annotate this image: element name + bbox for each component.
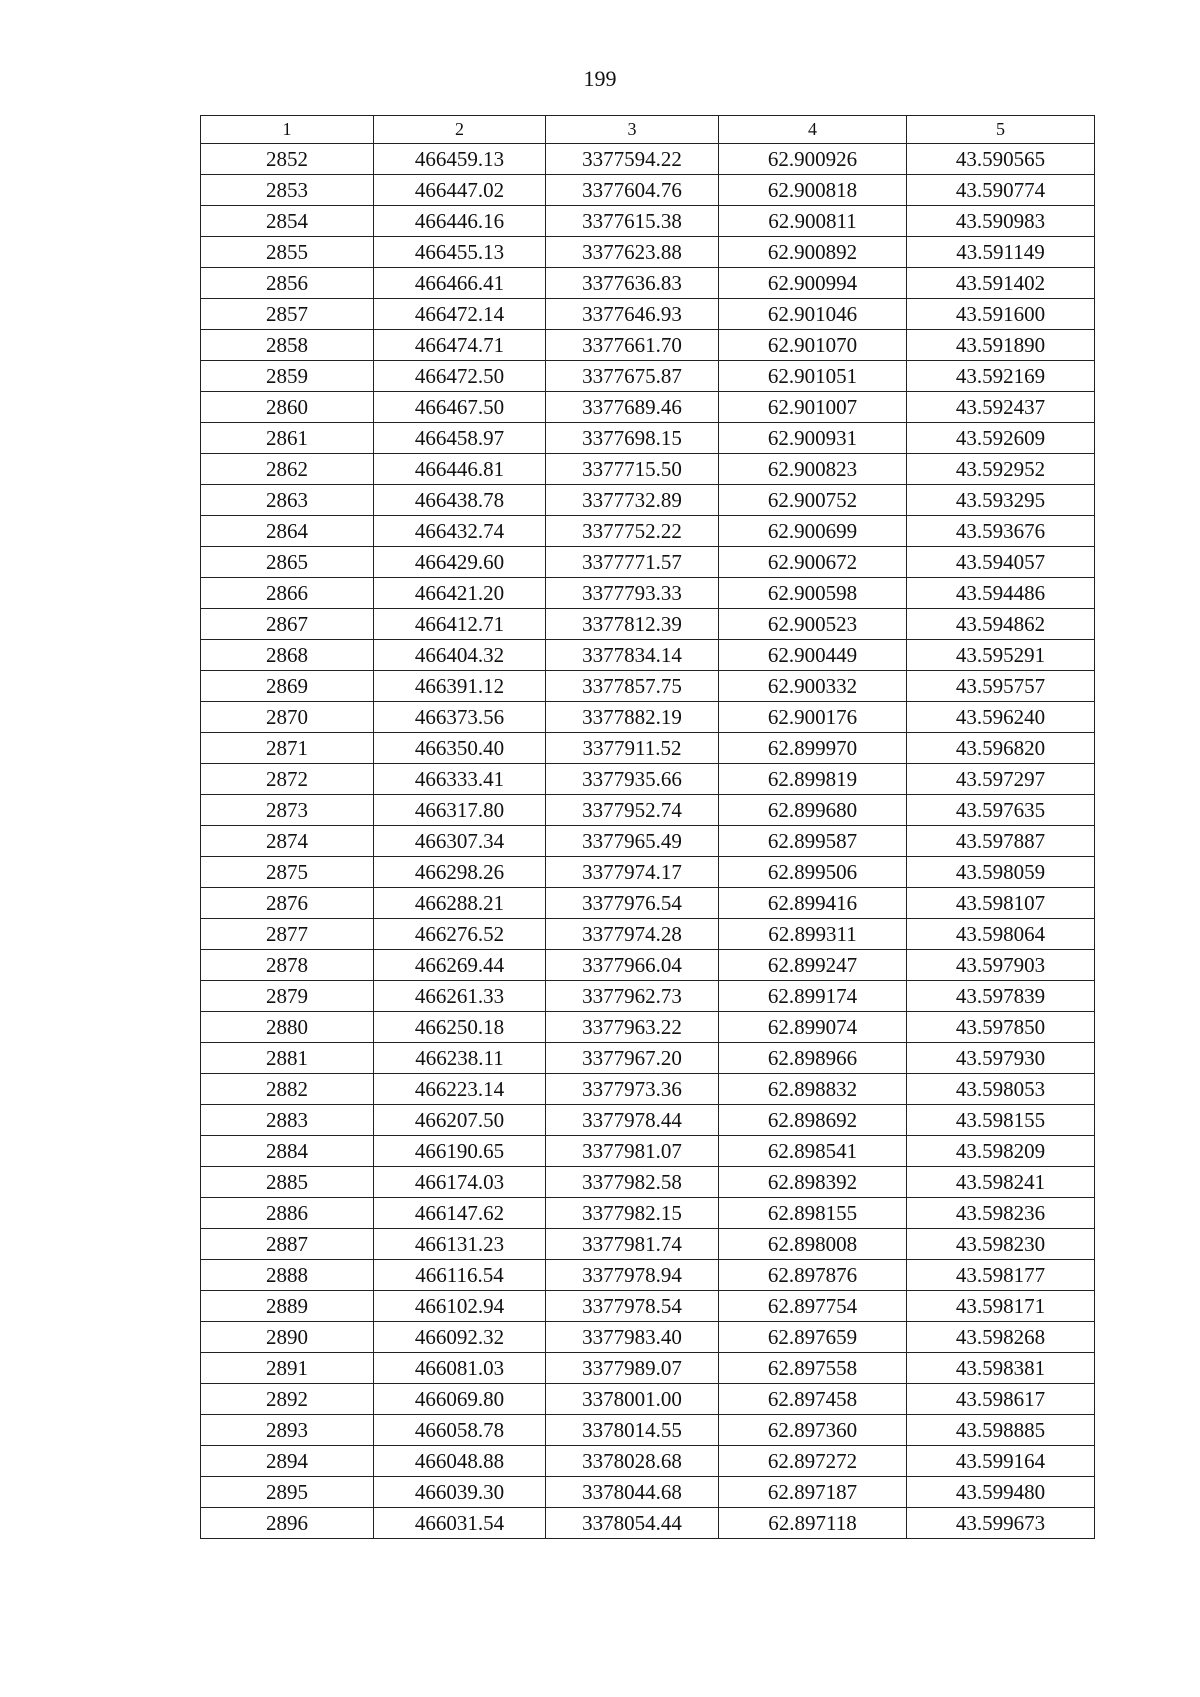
table-cell-col-2: 466412.71 [374, 609, 546, 640]
table-cell-col-1: 2882 [201, 1074, 374, 1105]
table-cell-col-5: 43.598053 [907, 1074, 1095, 1105]
table-row [201, 144, 1095, 175]
table-cell-col-5: 43.590774 [907, 175, 1095, 206]
table-cell-col-1: 2856 [201, 268, 374, 299]
table-cell-col-3: 3377978.94 [546, 1260, 719, 1291]
table-cell-col-3: 3377715.50 [546, 454, 719, 485]
table-cell-col-2: 466421.20 [374, 578, 546, 609]
table-cell-col-3: 3377976.54 [546, 888, 719, 919]
table-cell-col-3: 3378028.68 [546, 1446, 719, 1477]
table-cell-col-2: 466069.80 [374, 1384, 546, 1415]
table-cell-col-5: 43.598885 [907, 1415, 1095, 1446]
table-row [201, 1105, 1095, 1136]
table-cell-col-3: 3377911.52 [546, 733, 719, 764]
table-cell-col-5: 43.598107 [907, 888, 1095, 919]
table-cell-col-5: 43.597887 [907, 826, 1095, 857]
table-cell-col-3: 3377604.76 [546, 175, 719, 206]
table-cell-col-2: 466238.11 [374, 1043, 546, 1074]
table-cell-col-5: 43.599480 [907, 1477, 1095, 1508]
table-cell-col-3: 3377952.74 [546, 795, 719, 826]
table-cell-col-1: 2884 [201, 1136, 374, 1167]
table-cell-col-2: 466081.03 [374, 1353, 546, 1384]
table-cell-col-4: 62.899247 [719, 950, 907, 981]
table-cell-col-2: 466276.52 [374, 919, 546, 950]
table-row [201, 795, 1095, 826]
table-cell-col-1: 2852 [201, 144, 374, 175]
table-cell-col-4: 62.900332 [719, 671, 907, 702]
table-header [201, 116, 1095, 144]
table-cell-col-2: 466250.18 [374, 1012, 546, 1043]
table-row [201, 702, 1095, 733]
table-cell-col-3: 3378044.68 [546, 1477, 719, 1508]
table-cell-col-5: 43.598059 [907, 857, 1095, 888]
table-cell-col-3: 3377615.38 [546, 206, 719, 237]
table-row [201, 1322, 1095, 1353]
table-cell-col-3: 3377675.87 [546, 361, 719, 392]
table-cell-col-4: 62.900892 [719, 237, 907, 268]
table-cell-col-1: 2872 [201, 764, 374, 795]
table-cell-col-1: 2888 [201, 1260, 374, 1291]
table-cell-col-5: 43.599673 [907, 1508, 1095, 1539]
table-cell-col-5: 43.598241 [907, 1167, 1095, 1198]
table-cell-col-1: 2857 [201, 299, 374, 330]
table-cell-col-3: 3377966.04 [546, 950, 719, 981]
table-cell-col-5: 43.597903 [907, 950, 1095, 981]
table-row [201, 175, 1095, 206]
table-cell-col-1: 2866 [201, 578, 374, 609]
table-cell-col-4: 62.900699 [719, 516, 907, 547]
table-cell-col-3: 3377793.33 [546, 578, 719, 609]
table-cell-col-4: 62.897876 [719, 1260, 907, 1291]
table-cell-col-1: 2880 [201, 1012, 374, 1043]
table-cell-col-3: 3377935.66 [546, 764, 719, 795]
page-number: 199 [583, 66, 617, 91]
table-cell-col-1: 2886 [201, 1198, 374, 1229]
table-cell-col-4: 62.901007 [719, 392, 907, 423]
table-cell-col-2: 466466.41 [374, 268, 546, 299]
table-cell-col-2: 466455.13 [374, 237, 546, 268]
table-cell-col-2: 466472.50 [374, 361, 546, 392]
table-cell-col-2: 466269.44 [374, 950, 546, 981]
table-cell-col-2: 466467.50 [374, 392, 546, 423]
table-row [201, 981, 1095, 1012]
table-row [201, 1508, 1095, 1539]
table-row [201, 392, 1095, 423]
table-cell-col-5: 43.595757 [907, 671, 1095, 702]
table-cell-col-4: 62.899680 [719, 795, 907, 826]
table-cell-col-4: 62.900994 [719, 268, 907, 299]
table-cell-col-4: 62.900449 [719, 640, 907, 671]
table-cell-col-5: 43.598381 [907, 1353, 1095, 1384]
table-cell-col-3: 3378054.44 [546, 1508, 719, 1539]
table-row [201, 1415, 1095, 1446]
table-cell-col-3: 3377732.89 [546, 485, 719, 516]
table-cell-col-4: 62.898392 [719, 1167, 907, 1198]
table-cell-col-2: 466438.78 [374, 485, 546, 516]
table-cell-col-3: 3377981.07 [546, 1136, 719, 1167]
table-body [201, 144, 1095, 1539]
table-cell-col-5: 43.598268 [907, 1322, 1095, 1353]
table-cell-col-3: 3377689.46 [546, 392, 719, 423]
table-cell-col-4: 62.901070 [719, 330, 907, 361]
table-row [201, 1477, 1095, 1508]
column-header-1: 1 [201, 116, 374, 144]
table-cell-col-5: 43.594486 [907, 578, 1095, 609]
table-row [201, 1012, 1095, 1043]
table-row [201, 919, 1095, 950]
table-cell-col-2: 466472.14 [374, 299, 546, 330]
table-cell-col-1: 2896 [201, 1508, 374, 1539]
table-cell-col-5: 43.598230 [907, 1229, 1095, 1260]
table-cell-col-3: 3377967.20 [546, 1043, 719, 1074]
table-row [201, 826, 1095, 857]
table-row [201, 950, 1095, 981]
table-cell-col-4: 62.897558 [719, 1353, 907, 1384]
table-cell-col-2: 466058.78 [374, 1415, 546, 1446]
table-cell-col-2: 466333.41 [374, 764, 546, 795]
table-row [201, 1353, 1095, 1384]
table-cell-col-3: 3377989.07 [546, 1353, 719, 1384]
table-cell-col-5: 43.596240 [907, 702, 1095, 733]
table-cell-col-3: 3377982.58 [546, 1167, 719, 1198]
table-cell-col-4: 62.899819 [719, 764, 907, 795]
table-cell-col-1: 2889 [201, 1291, 374, 1322]
table-cell-col-5: 43.592437 [907, 392, 1095, 423]
table-row [201, 733, 1095, 764]
table-cell-col-4: 62.900811 [719, 206, 907, 237]
table-cell-col-3: 3377834.14 [546, 640, 719, 671]
table-row [201, 206, 1095, 237]
table-cell-col-4: 62.897754 [719, 1291, 907, 1322]
table-cell-col-2: 466031.54 [374, 1508, 546, 1539]
table-cell-col-5: 43.598617 [907, 1384, 1095, 1415]
table-cell-col-4: 62.900752 [719, 485, 907, 516]
table-cell-col-1: 2881 [201, 1043, 374, 1074]
table-cell-col-5: 43.593676 [907, 516, 1095, 547]
table-cell-col-3: 3377978.54 [546, 1291, 719, 1322]
table-cell-col-1: 2875 [201, 857, 374, 888]
table-cell-col-2: 466092.32 [374, 1322, 546, 1353]
table-cell-col-1: 2878 [201, 950, 374, 981]
table-cell-col-3: 3377962.73 [546, 981, 719, 1012]
table-cell-col-4: 62.898692 [719, 1105, 907, 1136]
table-cell-col-2: 466116.54 [374, 1260, 546, 1291]
table-cell-col-4: 62.899587 [719, 826, 907, 857]
table-row [201, 1446, 1095, 1477]
table-row [201, 454, 1095, 485]
table-cell-col-2: 466474.71 [374, 330, 546, 361]
table-cell-col-5: 43.590983 [907, 206, 1095, 237]
table-cell-col-2: 466458.97 [374, 423, 546, 454]
table-cell-col-4: 62.900823 [719, 454, 907, 485]
table-cell-col-5: 43.592609 [907, 423, 1095, 454]
table-cell-col-4: 62.898155 [719, 1198, 907, 1229]
table-cell-col-4: 62.901046 [719, 299, 907, 330]
table-cell-col-5: 43.597839 [907, 981, 1095, 1012]
column-header-2: 2 [374, 116, 546, 144]
table-cell-col-4: 62.899416 [719, 888, 907, 919]
table-cell-col-4: 62.897187 [719, 1477, 907, 1508]
table-cell-col-4: 62.899506 [719, 857, 907, 888]
table-cell-col-1: 2891 [201, 1353, 374, 1384]
table-cell-col-1: 2868 [201, 640, 374, 671]
table-cell-col-1: 2869 [201, 671, 374, 702]
column-header-4: 4 [719, 116, 907, 144]
table-cell-col-2: 466039.30 [374, 1477, 546, 1508]
table-cell-col-5: 43.598209 [907, 1136, 1095, 1167]
table-row [201, 1136, 1095, 1167]
table-row [201, 330, 1095, 361]
table-row [201, 268, 1095, 299]
table-cell-col-4: 62.897272 [719, 1446, 907, 1477]
table-cell-col-2: 466373.56 [374, 702, 546, 733]
table-cell-col-5: 43.591600 [907, 299, 1095, 330]
table-cell-col-5: 43.597850 [907, 1012, 1095, 1043]
table-cell-col-1: 2876 [201, 888, 374, 919]
table-cell-col-3: 3378001.00 [546, 1384, 719, 1415]
table-cell-col-4: 62.899174 [719, 981, 907, 1012]
table-cell-col-3: 3377983.40 [546, 1322, 719, 1353]
table-cell-col-3: 3377661.70 [546, 330, 719, 361]
table-cell-col-4: 62.899311 [719, 919, 907, 950]
table-cell-col-1: 2892 [201, 1384, 374, 1415]
table-row [201, 299, 1095, 330]
table-cell-col-2: 466298.26 [374, 857, 546, 888]
table-cell-col-1: 2865 [201, 547, 374, 578]
table-cell-col-3: 3377974.28 [546, 919, 719, 950]
table-cell-col-3: 3377812.39 [546, 609, 719, 640]
table-cell-col-1: 2863 [201, 485, 374, 516]
table-cell-col-2: 466102.94 [374, 1291, 546, 1322]
table-cell-col-5: 43.598177 [907, 1260, 1095, 1291]
table-cell-col-5: 43.590565 [907, 144, 1095, 175]
table-row [201, 888, 1095, 919]
table-cell-col-2: 466147.62 [374, 1198, 546, 1229]
table-cell-col-1: 2854 [201, 206, 374, 237]
table-cell-col-1: 2867 [201, 609, 374, 640]
table-row [201, 671, 1095, 702]
table-cell-col-2: 466223.14 [374, 1074, 546, 1105]
table-cell-col-1: 2874 [201, 826, 374, 857]
table-cell-col-3: 3377646.93 [546, 299, 719, 330]
table-cell-col-4: 62.898966 [719, 1043, 907, 1074]
table-cell-col-5: 43.597297 [907, 764, 1095, 795]
table-row [201, 485, 1095, 516]
table-cell-col-4: 62.900176 [719, 702, 907, 733]
table-cell-col-4: 62.899074 [719, 1012, 907, 1043]
table-cell-col-4: 62.898832 [719, 1074, 907, 1105]
coordinates-table [200, 115, 1095, 1539]
table-cell-col-4: 62.901051 [719, 361, 907, 392]
table-cell-col-2: 466207.50 [374, 1105, 546, 1136]
table-cell-col-2: 466131.23 [374, 1229, 546, 1260]
table-cell-col-3: 3377752.22 [546, 516, 719, 547]
table-cell-col-1: 2859 [201, 361, 374, 392]
table-cell-col-1: 2858 [201, 330, 374, 361]
table-cell-col-1: 2871 [201, 733, 374, 764]
table-cell-col-5: 43.598155 [907, 1105, 1095, 1136]
table-row [201, 1074, 1095, 1105]
table-cell-col-4: 62.899970 [719, 733, 907, 764]
table-cell-col-2: 466404.32 [374, 640, 546, 671]
table-row [201, 1260, 1095, 1291]
table-row [201, 547, 1095, 578]
table-row [201, 237, 1095, 268]
table-cell-col-1: 2895 [201, 1477, 374, 1508]
table-cell-col-3: 3377973.36 [546, 1074, 719, 1105]
table-cell-col-2: 466307.34 [374, 826, 546, 857]
table-cell-col-5: 43.598171 [907, 1291, 1095, 1322]
table-cell-col-1: 2861 [201, 423, 374, 454]
table-cell-col-2: 466190.65 [374, 1136, 546, 1167]
table-cell-col-5: 43.596820 [907, 733, 1095, 764]
table-cell-col-4: 62.900931 [719, 423, 907, 454]
table-cell-col-4: 62.898008 [719, 1229, 907, 1260]
table-cell-col-4: 62.900523 [719, 609, 907, 640]
table-cell-col-3: 3377978.44 [546, 1105, 719, 1136]
table-row [201, 1384, 1095, 1415]
table-cell-col-4: 62.897360 [719, 1415, 907, 1446]
table-cell-col-4: 62.900598 [719, 578, 907, 609]
table-row [201, 423, 1095, 454]
table-cell-col-5: 43.598064 [907, 919, 1095, 950]
table-cell-col-5: 43.594057 [907, 547, 1095, 578]
table-cell-col-2: 466288.21 [374, 888, 546, 919]
table-cell-col-2: 466429.60 [374, 547, 546, 578]
table-cell-col-3: 3377771.57 [546, 547, 719, 578]
table-row [201, 516, 1095, 547]
column-header-3: 3 [546, 116, 719, 144]
table-row [201, 764, 1095, 795]
table-cell-col-5: 43.593295 [907, 485, 1095, 516]
table-cell-col-2: 466432.74 [374, 516, 546, 547]
table-cell-col-3: 3377981.74 [546, 1229, 719, 1260]
table-cell-col-2: 466446.16 [374, 206, 546, 237]
table-cell-col-3: 3377594.22 [546, 144, 719, 175]
table-cell-col-1: 2855 [201, 237, 374, 268]
table-cell-col-1: 2879 [201, 981, 374, 1012]
table-cell-col-1: 2862 [201, 454, 374, 485]
table-cell-col-1: 2877 [201, 919, 374, 950]
table-cell-col-4: 62.897118 [719, 1508, 907, 1539]
table-cell-col-4: 62.897458 [719, 1384, 907, 1415]
table-cell-col-3: 3377698.15 [546, 423, 719, 454]
table-row [201, 1167, 1095, 1198]
table-cell-col-3: 3377963.22 [546, 1012, 719, 1043]
table-cell-col-3: 3377623.88 [546, 237, 719, 268]
table-cell-col-5: 43.591149 [907, 237, 1095, 268]
table-cell-col-3: 3378014.55 [546, 1415, 719, 1446]
table-row [201, 578, 1095, 609]
table-row [201, 640, 1095, 671]
table-cell-col-2: 466391.12 [374, 671, 546, 702]
header-row [201, 116, 1095, 144]
table-row [201, 857, 1095, 888]
table-cell-col-2: 466447.02 [374, 175, 546, 206]
table-cell-col-2: 466261.33 [374, 981, 546, 1012]
table-cell-col-3: 3377974.17 [546, 857, 719, 888]
table-cell-col-5: 43.591402 [907, 268, 1095, 299]
table-cell-col-3: 3377636.83 [546, 268, 719, 299]
table-cell-col-2: 466459.13 [374, 144, 546, 175]
table-cell-col-5: 43.594862 [907, 609, 1095, 640]
table-row [201, 1198, 1095, 1229]
table-row [201, 1291, 1095, 1322]
table-cell-col-1: 2893 [201, 1415, 374, 1446]
table-cell-col-1: 2894 [201, 1446, 374, 1477]
table-cell-col-5: 43.592169 [907, 361, 1095, 392]
table-cell-col-4: 62.900926 [719, 144, 907, 175]
table-row [201, 1229, 1095, 1260]
table-cell-col-3: 3377882.19 [546, 702, 719, 733]
table-cell-col-5: 43.597635 [907, 795, 1095, 826]
table-cell-col-4: 62.897659 [719, 1322, 907, 1353]
table-cell-col-4: 62.900818 [719, 175, 907, 206]
table-row [201, 609, 1095, 640]
table-cell-col-2: 466048.88 [374, 1446, 546, 1477]
table-cell-col-3: 3377857.75 [546, 671, 719, 702]
table-cell-col-2: 466174.03 [374, 1167, 546, 1198]
table-row [201, 361, 1095, 392]
table-cell-col-5: 43.598236 [907, 1198, 1095, 1229]
table-cell-col-1: 2873 [201, 795, 374, 826]
table-cell-col-2: 466350.40 [374, 733, 546, 764]
table-cell-col-1: 2853 [201, 175, 374, 206]
table-cell-col-1: 2870 [201, 702, 374, 733]
table-cell-col-3: 3377982.15 [546, 1198, 719, 1229]
table-cell-col-5: 43.597930 [907, 1043, 1095, 1074]
table-cell-col-1: 2883 [201, 1105, 374, 1136]
table-cell-col-4: 62.898541 [719, 1136, 907, 1167]
table-cell-col-1: 2887 [201, 1229, 374, 1260]
table-cell-col-5: 43.599164 [907, 1446, 1095, 1477]
table-cell-col-3: 3377965.49 [546, 826, 719, 857]
table-cell-col-5: 43.591890 [907, 330, 1095, 361]
table-cell-col-1: 2890 [201, 1322, 374, 1353]
table-cell-col-2: 466317.80 [374, 795, 546, 826]
table-cell-col-5: 43.592952 [907, 454, 1095, 485]
table-cell-col-1: 2885 [201, 1167, 374, 1198]
table-cell-col-1: 2864 [201, 516, 374, 547]
column-header-5: 5 [907, 116, 1095, 144]
table-cell-col-5: 43.595291 [907, 640, 1095, 671]
table-row [201, 1043, 1095, 1074]
table-cell-col-2: 466446.81 [374, 454, 546, 485]
table-cell-col-4: 62.900672 [719, 547, 907, 578]
table-cell-col-1: 2860 [201, 392, 374, 423]
